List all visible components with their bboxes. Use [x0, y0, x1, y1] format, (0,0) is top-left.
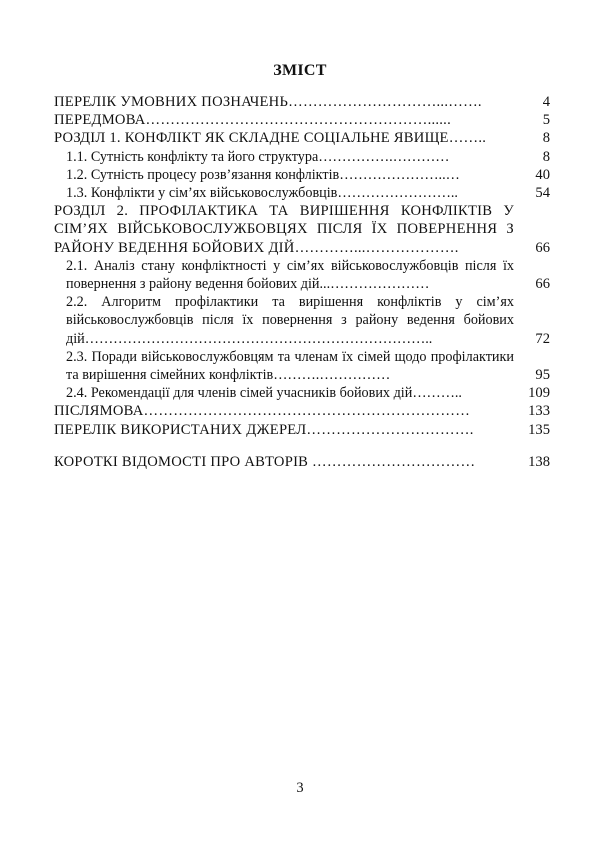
toc-entry-references[interactable] — [54, 421, 550, 439]
toc-entry-text: 2.2. Алгоритм профілактики та вирішення конфліктів у сім’ях військовослужбовців після їх повернення з району ведення бойових дій……………………………………………………………….. — [66, 294, 514, 347]
toc-entry-section-1-1[interactable] — [54, 148, 550, 166]
spacer — [54, 439, 550, 453]
toc-entry-section-1-3[interactable] — [54, 184, 550, 202]
toc-entry-text: ПЕРЕЛІК ВИКОРИСТАНИХ ДЖЕРЕЛ……………………………. — [54, 421, 474, 438]
toc-entry-text: РОЗДІЛ 2. ПРОФІЛАКТИКА ТА ВИРІШЕННЯ КОНФЛІКТІВ У СІМ’ЯХ ВІЙСЬКОВОСЛУЖБОВЦЯХ ПІСЛЯ ЇХ ПОВЕРНЕННЯ З РАЙОНУ ВЕДЕННЯ БОЙОВИХ ДІЙ…………...………………. — [54, 203, 514, 256]
toc-entry-authors[interactable] — [54, 453, 550, 471]
toc-entry-chapter-2[interactable] — [54, 202, 550, 257]
toc-entry-text: 1.2. Сутність процесу розв’язання конфліктів…………………..… — [66, 166, 460, 183]
toc-entry-section-2-2[interactable] — [54, 293, 550, 348]
toc-entry-text: ПЕРЕЛІК УМОВНИХ ПОЗНАЧЕНЬ…………………………...……. — [54, 94, 482, 110]
toc-entry-preface[interactable] — [54, 111, 550, 129]
toc-entry-text: ПЕРЕДМОВА…………………………………………………...... — [54, 112, 451, 129]
toc-entry-page: 95 — [535, 367, 550, 384]
toc-entry-page: 66 — [535, 276, 550, 293]
toc-entry-section-2-4[interactable] — [54, 384, 550, 402]
toc-entry-page: 5 — [542, 112, 550, 129]
toc-entry-page: 109 — [528, 385, 550, 402]
table-of-contents — [54, 93, 550, 471]
toc-entry-text: РОЗДІЛ 1. КОНФЛІКТ ЯК СКЛАДНЕ СОЦІАЛЬНЕ ЯВИЩЕ…….. — [54, 130, 487, 147]
toc-entry-page: 66 — [535, 239, 550, 256]
toc-entry-section-2-3[interactable] — [54, 348, 550, 384]
toc-entry-page: 133 — [528, 403, 550, 420]
toc-entry-page: 4 — [542, 94, 550, 110]
toc-entry-text: 1.3. Конфлікти у сім’ях військовослужбовців…………………….. — [66, 185, 458, 202]
toc-entry-section-1-2[interactable] — [54, 166, 550, 184]
toc-entry-chapter-1[interactable] — [54, 129, 550, 147]
page-title: ЗМІСТ — [273, 62, 327, 79]
toc-entry-page: 8 — [542, 130, 550, 147]
toc-entry-page: 54 — [535, 185, 550, 202]
toc-entry-text: 2.4. Рекомендації для членів сімей учасників бойових дій……….. — [66, 385, 462, 402]
toc-entry-text: ПІСЛЯМОВА………………………………………………………… — [54, 403, 471, 420]
toc-entry-page: 138 — [528, 453, 550, 470]
toc-entry-afterword[interactable] — [54, 402, 550, 420]
toc-entry-text: 1.1. Сутність конфлікту та його структура…………….………… — [66, 148, 450, 165]
toc-entry-section-2-1[interactable] — [54, 257, 550, 293]
toc-entry-page: 72 — [535, 330, 550, 347]
toc-entry-text: 2.3. Поради військовослужбовцям та членам їх сімей щодо профілактики та вирішення сімейних конфліктів……….…………… — [66, 348, 514, 384]
toc-entry-page: 8 — [542, 148, 550, 165]
toc-entry-page: 40 — [535, 166, 550, 183]
toc-entry-abbreviations[interactable] — [54, 93, 550, 111]
toc-entry-text: КОРОТКІ ВІДОМОСТІ ПРО АВТОРІВ …………………………… — [54, 453, 476, 470]
page-number: 3 — [296, 780, 304, 796]
toc-entry-text: 2.1. Аналіз стану конфліктності у сім’ях військовослужбовців після їх повернення з району ведення бойових дій...………………… — [66, 257, 514, 293]
toc-entry-page: 135 — [528, 421, 550, 438]
